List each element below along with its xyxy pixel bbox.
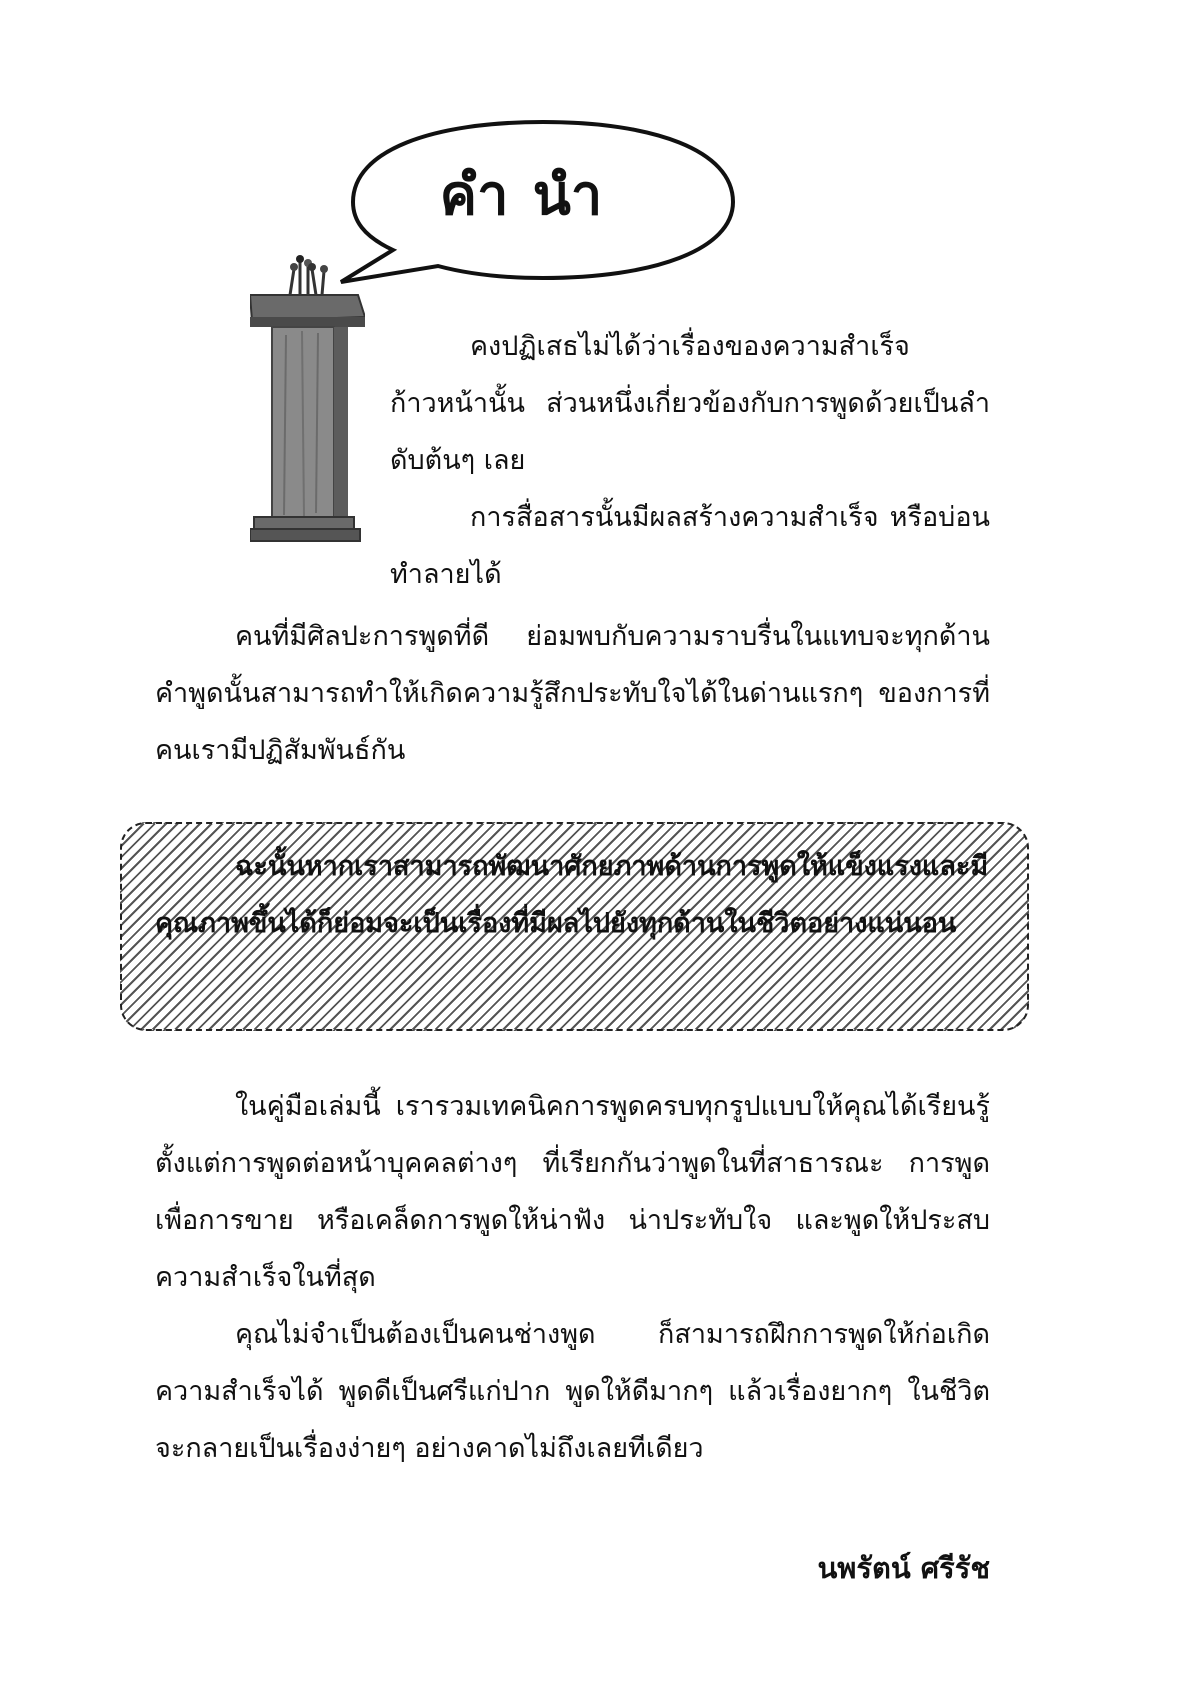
body-paragraph-1: ในคู่มือเล่มนี้ เรารวมเทคนิคการพูดครบทุกรูปแบบให้คุณได้เรียนรู้ตั้งแต่การพูดต่อหน้าบุคคลต่างๆ ที่เรียกกันว่าพูดในที่สาธารณะ การพูดเพื่อการขาย หรือเคล็ดการพูดให้น่าฟัง น่าประทับใจ และพูดให้ประสบความสำเร็จในที่สุด: [155, 1091, 990, 1293]
body-text: [155, 1078, 990, 1477]
podium-icon: [250, 255, 365, 545]
intro-text-2: [155, 608, 990, 779]
author-name: นพรัตน์ ศรีรัช: [817, 1551, 990, 1585]
intro-text: [390, 318, 990, 603]
intro-paragraph-3: คนที่มีศิลปะการพูดที่ดี ย่อมพบกับความราบรื่นในแทบจะทุกด้าน คำพูดนั้นสามารถทำให้เกิดความรู้สึกประทับใจได้ในด่านแรกๆ ของการที่คนเรามีปฏิสัมพันธ์กัน: [155, 621, 990, 766]
intro-paragraph-1: คงปฏิเสธไม่ได้ว่าเรื่องของความสำเร็จก้าวหน้านั้น ส่วนหนึ่งเกี่ยวข้องกับการพูดด้วยเป็นลำดับต้นๆ เลย: [390, 331, 990, 476]
page-title: คำนำ: [439, 163, 627, 228]
intro-paragraph-2: การสื่อสารนั้นมีผลสร้างความสำเร็จ หรือบ่อนทำลายได้: [390, 502, 990, 590]
highlight-text: ฉะนั้นหากเราสามารถพัฒนาศักยภาพด้านการพูดให้แข็งแรงและมีคุณภาพขึ้นได้ก็ย่อมจะเป็นเรื่องที่มีผลไปยังทุกด้านในชีวิตอย่างแน่นอน: [155, 851, 989, 939]
body-paragraph-2: คุณไม่จำเป็นต้องเป็นคนช่างพูด ก็สามารถฝึกการพูดให้ก่อเกิดความสำเร็จได้ พูดดีเป็นศรีแก่ปาก พูดให้ดีมากๆ แล้วเรื่องยากๆ ในชีวิตจะกลายเป็นเรื่องง่ายๆ อย่างคาดไม่ถึงเลยทีเดียว: [155, 1319, 990, 1464]
